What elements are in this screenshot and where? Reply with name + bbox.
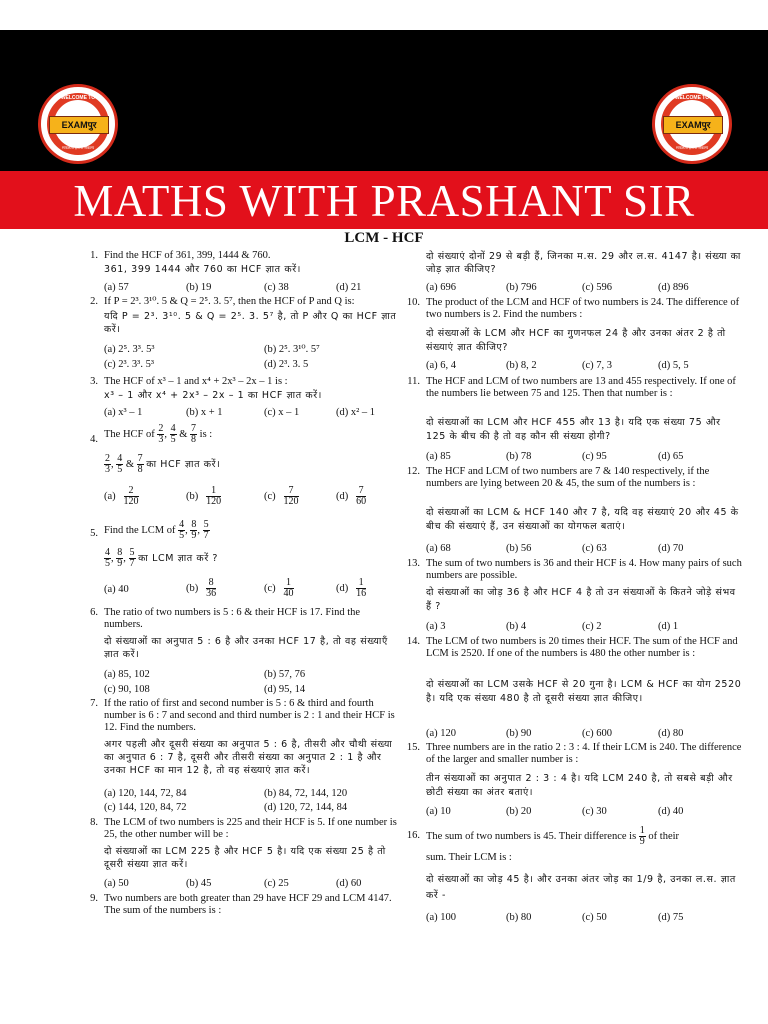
question-text-hindi: का LCM ज्ञात करें ? — [138, 552, 219, 564]
fraction: $\frac{7}{8}$ — [137, 453, 143, 475]
option-c: (c) 38 — [264, 282, 289, 293]
question-text: Three numbers are in the ratio 2 : 3 : 4. If their LCM is 240. The difference of the larger and smaller number is : — [426, 742, 742, 766]
fraction: $\frac{4}{5}$ — [117, 453, 123, 475]
option-c: (c) 2 — [582, 621, 602, 632]
option-c: (c) 2³. 3³. 5³ — [104, 359, 154, 370]
option-a: (a) 85 — [426, 451, 451, 462]
fraction: $\frac{2}{3}$ — [158, 423, 164, 445]
fraction: $\frac{5}{7}$ — [203, 519, 209, 541]
option-d: (d) 65 — [658, 451, 684, 462]
question-text: The HCF of — [104, 428, 155, 440]
question-7: 7. If the ratio of first and second number is 5 : 6 & third and fourth number is 6 : 7 and second and third number is 2 : 1 and their HCF is 12. Find the numbers. अगर पहली और दूसरी संख्या का अनुपात 5 : 6 है, तीसरी और चौथी संख्या का अनुपात 6 : 7 है, दूसरी और तीसरी संख्या का अनुपात 2 : 1 है और उनका HCF का मान 12 है, तो वह संख्याएं ज्ञात करें। (a) 120, 144, 72, 84 (b) 84, 72, 144, 120 (c) 144, 120, 84, 72 (d) 120, 72, 144, 84 — [80, 698, 400, 816]
option-c: (c) 50 — [582, 912, 607, 923]
question-9: 9. Two numbers are both greater than 29 have HCF 29 and LCM 4147. The sum of the numbers is : — [80, 893, 400, 1013]
option-a: (a) x³ – 1 — [104, 407, 143, 418]
option-d: (d) 75 — [658, 912, 684, 923]
exampur-logo-left — [38, 84, 118, 164]
option-a: (a) 120 — [426, 728, 457, 739]
logo-welcome-text: WELCOME TO — [674, 95, 710, 101]
option-c: (c) 63 — [582, 543, 607, 554]
question-text: The ratio of two numbers is 5 : 6 & their HCF is 17. Find the numbers. — [104, 607, 361, 631]
option-b: (b) $\frac{1}{120}$ — [186, 485, 222, 507]
option-c: (c) $\frac{7}{120}$ — [264, 485, 299, 507]
question-text: The HCF of x³ – 1 and x⁴ + 2x³ – 2x – 1 is : — [104, 376, 288, 387]
question-text: If the ratio of first and second number is 5 : 6 & third and fourth number is 6 : 7 and second and third number is 2 : 1 and their HCF is 12. Find the numbers. — [104, 698, 395, 734]
question-text-hindi: दो संख्याओं का जोड़ 45 है। और उनका अंतर जोड़ का 1/9 है, उनका ल.स. ज्ञात करें - — [426, 874, 736, 901]
question-text: sum. Their LCM is : — [426, 852, 512, 863]
question-text-hindi: दो संख्याओं का LCM 225 है और HCF 5 है। यदि एक संख्या 25 है तो दूसरी संख्या ज्ञात करें। — [104, 846, 386, 870]
question-text: The LCM of two numbers is 225 and their HCF is 5. If one number is 25, the other number will be : — [104, 817, 397, 841]
question-text: Two numbers are both greater than 29 have HCF 29 and LCM 4147. The sum of the numbers is : — [104, 893, 392, 917]
question-text-hindi: दो संख्याएं दोनों 29 से बड़ी हैं, जिनका म.स. 29 और ल.स. 4147 है। संख्या का जोड़ ज्ञात कीजिए? — [426, 251, 741, 275]
question-text-hindi: दो संख्याओं का LCM उसके HCF से 20 गुना है। LCM & HCF का योग 2520 है। यदि एक संख्या 480 है तो दूसरी संख्या ज्ञात कीजिए। — [426, 679, 742, 704]
option-b: (b) 20 — [506, 806, 532, 817]
logo-welcome-text: WELCOME TO — [60, 95, 96, 101]
fraction: $\frac{4}{5}$ — [170, 423, 176, 445]
fraction: $\frac{4}{5}$ — [105, 547, 110, 569]
option-c: (c) 25 — [264, 878, 289, 889]
option-a: (a) 40 — [104, 584, 129, 595]
option-a: (a) 2⁵. 3³. 5³ — [104, 344, 155, 355]
question-text-hindi: दो संख्याओं के LCM और HCF का गुणनफल 24 है और उनका अंतर 2 है तो संख्याएं ज्ञात कीजिए? — [426, 328, 726, 353]
question-text: The sum of two numbers is 45. Their difference is — [426, 830, 637, 842]
question-14: 14. The LCM of two numbers is 20 times their HCF. The sum of the HCF and LCM is 2520. If one of the numbers is 480 the other number is : दो संख्याओं का LCM उसके HCF से 20 गुना है। LCM & HCF का योग 2520 है। यदि एक संख्या 480 है तो दूसरी संख्या ज्ञात कीजिए। (a) 120 (b) 90 (c) 600 (d) 80 — [406, 636, 742, 739]
question-text-hindi: दो संख्याओं का अनुपात 5 : 6 है और उनका HCF 17 है, तो वह संख्याएँ ज्ञात करें। — [104, 636, 388, 660]
question-text-hindi: x³ – 1 और x⁴ + 2x³ – 2x – 1 का HCF ज्ञात करें। — [104, 390, 322, 401]
option-c: (c) 30 — [582, 806, 607, 817]
option-c: (c) 7, 3 — [582, 360, 613, 371]
question-text: The product of the LCM and HCF of two numbers is 24. The difference of two numbers is 2. Find the numbers : — [426, 297, 740, 321]
fraction: $\frac{8}{9}$ — [117, 547, 123, 569]
question-text-hindi: अगर पहली और दूसरी संख्या का अनुपात 5 : 6 है, तीसरी और चौथी संख्या का अनुपात 6 : 7 है, दूसरी और तीसरी संख्या का अनुपात 2 : 1 है और उनका HCF का मान 12 है, तो वह संख्याएं ज्ञात करें। — [104, 739, 393, 776]
question-text: The HCF and LCM of two numbers are 7 & 140 respectively, if the numbers are lying between 20 & 45, the sum of the numbers is : — [426, 466, 710, 490]
option-b: (b) x + 1 — [186, 407, 223, 418]
option-d: (d) 21 — [336, 282, 362, 293]
logo-brand: EXAMपुर — [663, 116, 723, 134]
option-a: (a) 6, 4 — [426, 360, 457, 371]
option-c: (c) $\frac{1}{40}$ — [264, 577, 294, 599]
question-text-hindi: का HCF ज्ञात करें। — [146, 458, 221, 470]
question-text-hindi: दो संख्याओं का LCM और HCF 455 और 13 है। यदि एक संख्या 75 और 125 के बीच की है तो वह कौन सी संख्या होगी? — [426, 417, 721, 442]
option-a: (a) 85, 102 — [104, 669, 150, 680]
option-b: (b) 4 — [506, 621, 527, 632]
option-c: (c) 95 — [582, 451, 607, 462]
fraction: $\frac{4}{5}$ — [179, 519, 185, 541]
option-b: (b) 84, 72, 144, 120 — [264, 788, 348, 799]
option-a: (a) 50 — [104, 878, 129, 889]
option-c: (c) x – 1 — [264, 407, 300, 418]
question-3: 3. The HCF of x³ – 1 and x⁴ + 2x³ – 2x – 1 is : x³ – 1 और x⁴ + 2x³ – 2x – 1 का HCF ज्ञात करें। (a) x³ – 1 (b) x + 1 (c) x – 1 (d) x² – 1 — [80, 376, 400, 422]
option-c: (c) 144, 120, 84, 72 — [104, 802, 187, 813]
option-a: (a) 10 — [426, 806, 451, 817]
question-text: The LCM of two numbers is 20 times their HCF. The sum of the HCF and LCM is 2520. If one of the numbers is 480 the other number is : — [426, 636, 738, 660]
option-d: (d) $\frac{7}{60}$ — [336, 485, 367, 507]
fraction: $\frac{5}{7}$ — [129, 547, 135, 569]
question-4: 4. The HCF of $\frac{2}{3}$ , $\frac{4}{5}$ & $\frac{7}{8}$ is : $\frac{2}{3}$ , $\frac{4}{5}$ & $\frac{7}{8}$ का HCF ज्ञात करें। (a) $\frac{2}{120}$ (b) $\frac{1}{120}$ (c) $\frac{7}{120}$ (d) $\frac{7}{60}$ — [90, 423, 367, 507]
option-d: (d) x² – 1 — [336, 407, 376, 418]
option-b: (b) $\frac{8}{36}$ — [186, 577, 217, 599]
fraction: $\frac{1}{9}$ — [639, 825, 645, 847]
option-b: (b) 80 — [506, 912, 532, 923]
option-a: (a) 100 — [426, 912, 457, 923]
question-text-hindi: दो संख्याओं का LCM & HCF 140 और 7 है, यदि वह संख्याएं 20 और 45 के बीच की संख्याएं हैं, उन संख्याओं का योगफल बताएं। — [426, 507, 739, 532]
logo-brand: EXAMपुर — [49, 116, 109, 134]
question-text: Find the LCM of — [104, 524, 176, 536]
option-a: (a) 120, 144, 72, 84 — [104, 788, 187, 799]
question-11: 11. The HCF and LCM of two numbers are 13 and 455 respectively. If one of the numbers lie between 75 and 125. Then that number is : दो संख्याओं का LCM और HCF 455 और 13 है। यदि एक संख्या 75 और 125 के बीच की है तो वह कौन सी संख्या होगी? (a) 85 (b) 78 (c) 95 (d) 65 — [402, 376, 742, 464]
option-c: (c) 596 — [582, 282, 613, 293]
question-text: The sum of two numbers is 36 and their HCF is 4. How many pairs of such numbers are possible. — [426, 558, 742, 582]
question-text-hindi: 361, 399 1444 और 760 का HCF ज्ञात करें। — [104, 264, 301, 275]
fraction: $\frac{2}{3}$ — [105, 453, 110, 475]
option-b: (b) 796 — [506, 282, 537, 293]
option-a: (a) 57 — [104, 282, 129, 293]
question-text: The HCF and LCM of two numbers are 13 and 455 respectively. If one of the numbers lie between 75 and 125. Then that number is : — [426, 376, 736, 400]
option-d: (d) 2³. 3. 5 — [264, 359, 309, 370]
question-2: 2. If P = 2³. 3¹⁰. 5 & Q = 2⁵. 3. 5⁷, then the HCF of P and Q is: यदि P = 2³. 3¹⁰. 5 & Q = 2⁵. 3. 5⁷ है, तो P और Q का HCF ज्ञात करें। (a) 2⁵. 3³. 5³ (b) 2⁵. 3¹⁰. 5⁷ (c) 2³. 3³. 5³ (d) 2³. 3. 5 — [80, 296, 400, 372]
exampur-logo-right — [652, 84, 732, 164]
logo-motto: सफलता हमारा संकल्प — [675, 145, 709, 150]
option-b: (b) 8, 2 — [506, 360, 537, 371]
option-d: (d) 60 — [336, 878, 362, 889]
option-d: (d) 896 — [658, 282, 689, 293]
question-6: 6. The ratio of two numbers is 5 : 6 & their HCF is 17. Find the numbers. दो संख्याओं का अनुपात 5 : 6 है और उनका HCF 17 है, तो वह संख्याएँ ज्ञात करें। (a) 85, 102 (b) 57, 76 (c) 90, 108 (d) 95, 14 — [80, 607, 400, 697]
option-b: (b) 57, 76 — [264, 669, 306, 680]
question-text: If P = 2³. 3¹⁰. 5 & Q = 2⁵. 3. 5⁷, then the HCF of P and Q is: — [104, 296, 355, 307]
question-text-hindi: दो संख्याओं का जोड़ 36 है और HCF 4 है तो उन संख्याओं के कितने जोड़े संभव हैं ? — [426, 587, 736, 612]
question-10: 10. The product of the LCM and HCF of two numbers is 24. The difference of two numbers is 2. Find the numbers : दो संख्याओं के LCM और HCF का गुणनफल 24 है और उनका अंतर 2 है तो संख्याएं ज्ञात कीजिए? (a) 6, 4 (b) 8, 2 (c) 7, 3 (d) 5, 5 — [402, 297, 742, 373]
option-d: (d) 40 — [658, 806, 684, 817]
header-banner — [0, 30, 768, 171]
question-8: 8. The LCM of two numbers is 225 and their HCF is 5. If one number is 25, the other number will be : दो संख्याओं का LCM 225 है और HCF 5 है। यदि एक संख्या 25 है तो दूसरी संख्या ज्ञात करें। (a) 50 (b) 45 (c) 25 (d) 60 — [80, 817, 400, 891]
question-5: 5. Find the LCM of $\frac{4}{5}$ , $\frac{8}{9}$ , $\frac{5}{7}$ $\frac{4}{5}$ , $\frac{8}{9}$ , $\frac{5}{7}$ का LCM ज्ञात करें ? (a) 40 (b) $\frac{8}{36}$ (c) $\frac{1}{40}$ (d) $\frac{1}{16}$ — [90, 519, 367, 599]
option-b: (b) 56 — [506, 543, 532, 554]
option-d: (d) 95, 14 — [264, 684, 306, 695]
option-c: (c) 600 — [582, 728, 613, 739]
question-text-hindi: यदि P = 2³. 3¹⁰. 5 & Q = 2⁵. 3. 5⁷ है, तो P और Q का HCF ज्ञात करें। — [104, 311, 397, 335]
option-d: (d) 70 — [658, 543, 684, 554]
option-b: (b) 90 — [506, 728, 532, 739]
option-d: (d) 1 — [658, 621, 679, 632]
option-d: (d) $\frac{1}{16}$ — [336, 577, 367, 599]
question-15: 15. Three numbers are in the ratio 2 : 3 : 4. If their LCM is 240. The difference of the larger and smaller number is : तीन संख्याओं का अनुपात 2 : 3 : 4 है। यदि LCM 240 है, तो सबसे बड़ी और छोटी संख्या का अंतर बताएं। (a) 10 (b) 20 (c) 30 (d) 40 — [406, 742, 742, 817]
fraction: $\frac{7}{8}$ — [191, 423, 197, 445]
question-text: Find the HCF of 361, 399, 1444 & 760. — [104, 250, 271, 261]
question-12: 12. The HCF and LCM of two numbers are 7 & 140 respectively, if the numbers are lying between 20 & 45, the sum of the numbers is : दो संख्याओं का LCM & HCF 140 और 7 है, यदि वह संख्याएं 20 और 45 के बीच की संख्याएं हैं, उन संख्याओं का योगफल बताएं। (a) 68 (b) 56 (c) 63 (d) 70 — [402, 466, 742, 556]
logo-motto: सफलता हमारा संकल्प — [61, 145, 95, 150]
question-9-continued — [402, 250, 742, 296]
question-text-hindi: तीन संख्याओं का अनुपात 2 : 3 : 4 है। यदि LCM 240 है, तो सबसे बड़ी और छोटी संख्या का अंतर बताएं। — [426, 773, 733, 798]
top-margin — [0, 0, 768, 30]
option-b: (b) 19 — [186, 282, 212, 293]
option-b: (b) 78 — [506, 451, 532, 462]
option-a: (a) 3 — [426, 621, 446, 632]
option-a: (a) 696 — [426, 282, 457, 293]
option-d: (d) 120, 72, 144, 84 — [264, 802, 348, 813]
question-1: 1. Find the HCF of 361, 399, 1444 & 760. 361, 399 1444 और 760 का HCF ज्ञात करें। (a) 57 (b) 19 (c) 38 (d) 21 — [80, 250, 400, 296]
option-a: (a) 68 — [426, 543, 451, 554]
option-b: (b) 2⁵. 3¹⁰. 5⁷ — [264, 344, 320, 355]
option-c: (c) 90, 108 — [104, 684, 150, 695]
option-a: (a) $\frac{2}{120}$ — [104, 485, 139, 507]
page-banner-title: MATHS WITH PRASHANT SIR — [73, 176, 695, 226]
question-13: 13. The sum of two numbers is 36 and their HCF is 4. How many pairs of such numbers are possible. दो संख्याओं का जोड़ 36 है और HCF 4 है तो उन संख्याओं के कितने जोड़े संभव हैं ? (a) 3 (b) 4 (c) 2 (d) 1 — [406, 558, 742, 632]
option-d: (d) 5, 5 — [658, 360, 689, 371]
question-16: 16. The sum of two numbers is 45. Their difference is $\frac{1}{9}$ of their sum. Their LCM is : दो संख्याओं का जोड़ 45 है। और उनका अंतर जोड़ का 1/9 है, उनका ल.स. ज्ञात करें - (a) 100 (b) 80 (c) 50 (d) 75 — [402, 826, 742, 936]
section-title: LCM - HCF — [344, 230, 424, 246]
option-d: (d) 80 — [658, 728, 684, 739]
fraction: $\frac{8}{9}$ — [191, 519, 197, 541]
option-b: (b) 45 — [186, 878, 212, 889]
